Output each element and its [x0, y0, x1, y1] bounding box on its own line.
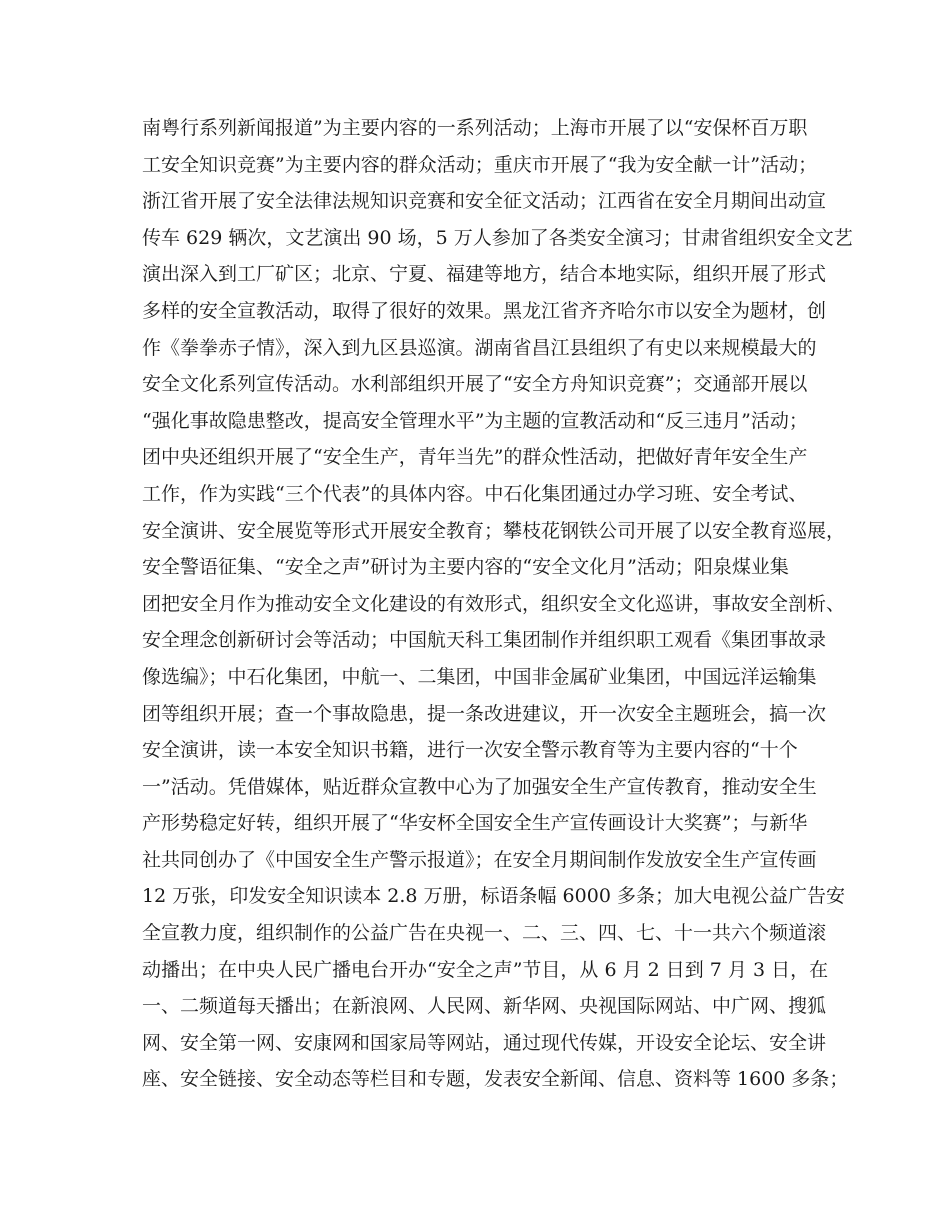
text-line: 产形势稳定好转，组织开展了“华安杯全国安全生产宣传画设计大奖赛”；与新华 — [142, 812, 808, 835]
text-line: 网、安全第一网、安康网和国家局等网站，通过现代传媒，开设安全论坛、安全讲 — [142, 1031, 827, 1054]
text-line: 全宣教力度，组织制作的公益广告在央视一、二、三、四、七、十一共六个频道滚 — [142, 922, 827, 945]
text-line: 工作，作为实践“三个代表”的具体内容。中石化集团通过办学习班、安全考试、 — [142, 482, 808, 505]
text-line: 团中央还组织开展了“安全生产，青年当先”的群众性活动，把做好青年安全生产 — [142, 446, 808, 469]
text-line: 作《拳拳赤子情》，深入到九区县巡演。湖南省昌江县组织了有史以来规模最大的 — [142, 336, 817, 359]
text-line: 浙江省开展了安全法律法规知识竞赛和安全征文活动；江西省在安全月期间出动宣 — [142, 190, 827, 213]
text-line: 一”活动。凭借媒体，贴近群众宣教中心为了加强安全生产宣传教育，推动安全生 — [142, 775, 817, 798]
text-line: 12 万张，印发安全知识读本 2.8 万册，标语条幅 6000 多条；加大电视公益广告安 — [142, 885, 845, 908]
text-line: 安全演讲、安全展览等形式开展安全教育；攀枝花钢铁公司开展了以安全教育巡展， — [142, 519, 846, 542]
text-line: 演出深入到工厂矿区；北京、宁夏、福建等地方，结合本地实际，组织开展了形式 — [142, 263, 827, 286]
text-line: 多样的安全宣教活动，取得了很好的效果。黑龙江省齐齐哈尔市以安全为题材，创 — [142, 299, 827, 322]
text-line: “强化事故隐患整改，提高安全管理水平”为主题的宣教活动和“反三违月”活动； — [142, 409, 808, 432]
text-line: 一、二频道每天播出；在新浪网、人民网、新华网、央视国际网站、中广网、搜狐 — [142, 995, 827, 1018]
text-line: 南粤行系列新闻报道”为主要内容的一系列活动；上海市开展了以“安保杯百万职 — [142, 117, 808, 139]
text-line: 动播出；在中央人民广播电台开办“安全之声”节目，从 6 月 2 日到 7 月 3 日，在 — [142, 958, 829, 981]
text-line: 安全演讲，读一本安全知识书籍，进行一次安全警示教育等为主要内容的“十个 — [142, 739, 798, 762]
text-line: 社共同创办了《中国安全生产警示报道》；在安全月期间制作发放安全生产宣传画 — [142, 848, 817, 871]
text-line: 团把安全月作为推动安全文化建设的有效形式，组织安全文化巡讲，事故安全剖析、 — [142, 592, 846, 615]
body-text — [142, 110, 853, 1098]
text-line: 像选编》；中石化集团，中航一、二集团，中国非金属矿业集团，中国远洋运输集 — [142, 665, 817, 688]
text-line: 传车 629 辆次，文艺演出 90 场，5 万人参加了各类安全演习；甘肃省组织安全文艺 — [142, 226, 853, 249]
text-line: 工安全知识竞赛”为主要内容的群众活动；重庆市开展了“我为安全献一计”活动； — [142, 153, 818, 176]
text-line: 团等组织开展；查一个事故隐患，提一条改进建议，开一次安全主题班会，搞一次 — [142, 702, 827, 725]
text-line: 安全文化系列宣传活动。水利部组织开展了“安全方舟知识竞赛”；交通部开展以 — [142, 373, 808, 396]
text-line: 安全理念创新研讨会等活动；中国航天科工集团制作并组织职工观看《集团事故录 — [142, 629, 827, 652]
text-line: 座、安全链接、安全动态等栏目和专题，发表安全新闻、信息、资料等 1600 多条； — [142, 1068, 849, 1091]
text-line: 安全警语征集、“安全之声”研讨为主要内容的“安全文化月”活动；阳泉煤业集 — [142, 556, 789, 579]
